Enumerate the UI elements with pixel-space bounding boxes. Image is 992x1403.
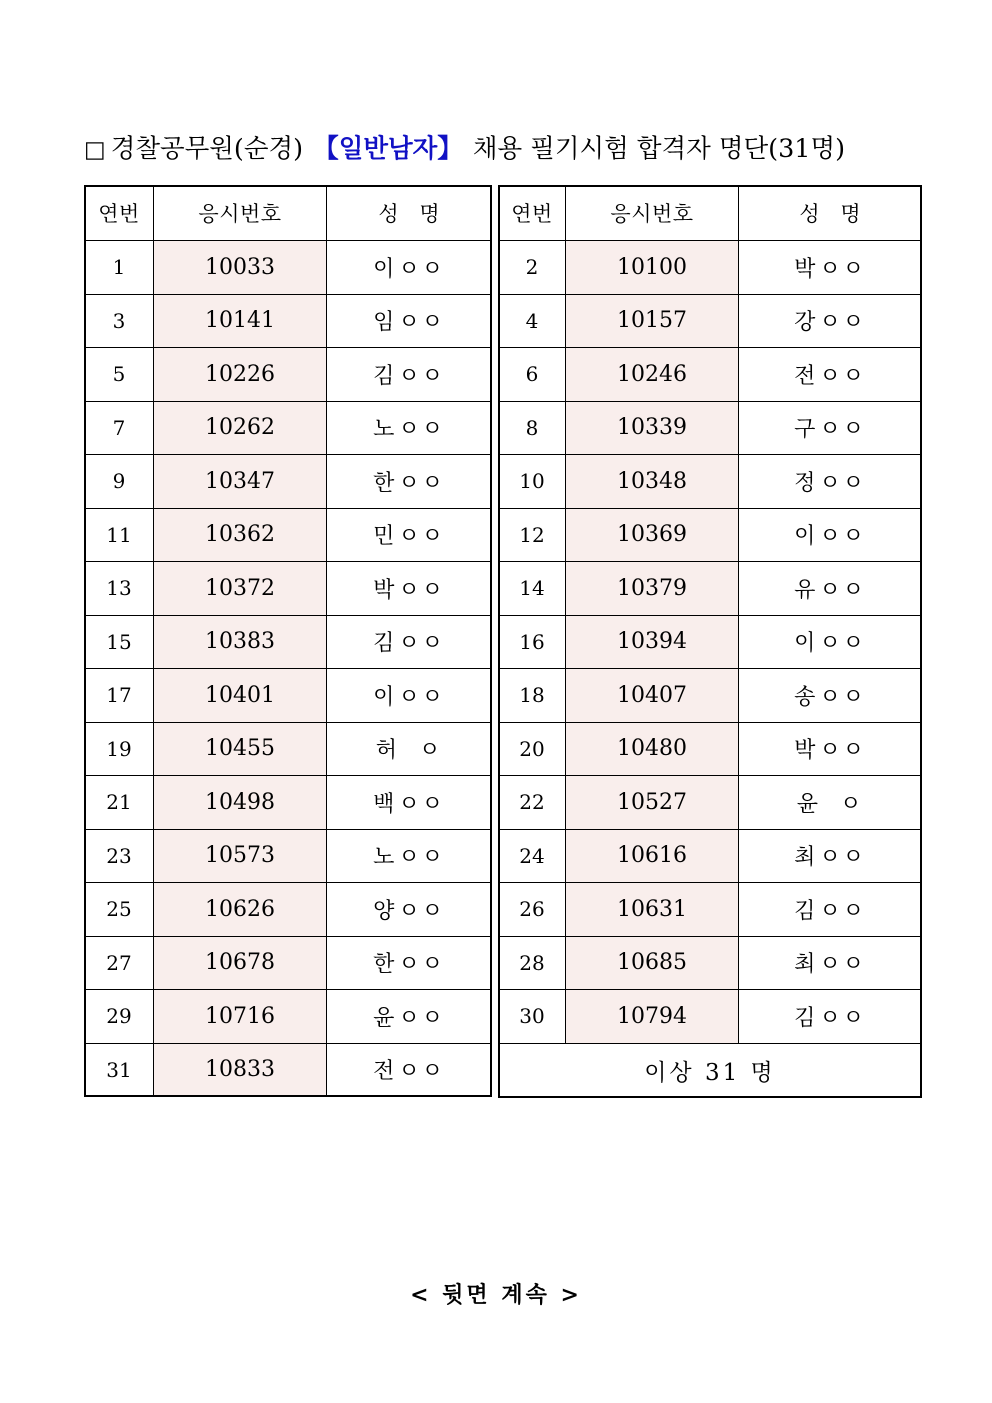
table-row bbox=[499, 615, 922, 669]
table-body-right bbox=[499, 241, 922, 1098]
cell-seq: 11 bbox=[85, 508, 154, 562]
cell-exam-no: 10685 bbox=[566, 936, 739, 990]
cell-name bbox=[739, 883, 922, 937]
cell-seq: 1 bbox=[85, 241, 154, 295]
cell-seq: 24 bbox=[499, 829, 566, 883]
name-surname: 김 bbox=[373, 363, 396, 389]
name-masked: ㅇㅇ bbox=[398, 524, 445, 550]
cell-exam-no: 10100 bbox=[566, 241, 739, 295]
cell-name bbox=[739, 348, 922, 402]
cell-name bbox=[327, 1043, 492, 1097]
column-header-seq: 연번 bbox=[499, 186, 566, 241]
cell-exam-no: 10794 bbox=[566, 990, 739, 1044]
column-header-name: 성 명 bbox=[739, 186, 922, 241]
name-masked: ㅇ bbox=[840, 791, 864, 817]
cell-exam-no: 10372 bbox=[154, 562, 327, 616]
cell-exam-no: 10631 bbox=[566, 883, 739, 937]
name-masked: ㅇㅇ bbox=[398, 631, 445, 657]
cell-seq: 25 bbox=[85, 883, 154, 937]
table-head-left bbox=[85, 186, 492, 241]
name-surname: 송 bbox=[794, 684, 817, 710]
cell-exam-no: 10246 bbox=[566, 348, 739, 402]
cell-name bbox=[739, 776, 922, 830]
cell-seq: 29 bbox=[85, 990, 154, 1044]
cell-seq: 8 bbox=[499, 401, 566, 455]
name-surname: 이 bbox=[794, 631, 817, 657]
table-row bbox=[499, 348, 922, 402]
cell-name bbox=[739, 936, 922, 990]
table-row bbox=[85, 669, 492, 723]
column-header-exam-no: 응시번호 bbox=[154, 186, 327, 241]
cell-name bbox=[327, 562, 492, 616]
cell-name bbox=[327, 722, 492, 776]
cell-seq: 7 bbox=[85, 401, 154, 455]
cell-exam-no: 10527 bbox=[566, 776, 739, 830]
cell-seq: 23 bbox=[85, 829, 154, 883]
table-row bbox=[85, 990, 492, 1044]
column-header-seq: 연번 bbox=[85, 186, 154, 241]
table-row bbox=[85, 401, 492, 455]
name-masked: ㅇㅇ bbox=[398, 684, 445, 710]
name-masked: ㅇㅇ bbox=[819, 417, 866, 443]
cell-exam-no: 10833 bbox=[154, 1043, 327, 1097]
cell-exam-no: 10616 bbox=[566, 829, 739, 883]
cell-seq: 20 bbox=[499, 722, 566, 776]
header-row bbox=[85, 186, 492, 241]
cell-exam-no: 10394 bbox=[566, 615, 739, 669]
cell-exam-no: 10369 bbox=[566, 508, 739, 562]
cell-seq: 17 bbox=[85, 669, 154, 723]
name-masked: ㅇㅇ bbox=[398, 577, 445, 603]
cell-name bbox=[327, 241, 492, 295]
cell-name bbox=[327, 615, 492, 669]
cell-seq: 22 bbox=[499, 776, 566, 830]
table-row bbox=[85, 1043, 492, 1097]
name-surname: 전 bbox=[373, 1059, 396, 1085]
title-text-before: 경찰공무원(순경) bbox=[110, 134, 304, 164]
cell-seq: 31 bbox=[85, 1043, 154, 1097]
cell-name bbox=[327, 401, 492, 455]
name-surname: 박 bbox=[373, 577, 396, 603]
cell-seq: 2 bbox=[499, 241, 566, 295]
cell-name bbox=[327, 883, 492, 937]
cell-seq: 4 bbox=[499, 294, 566, 348]
name-surname: 윤 bbox=[796, 791, 819, 817]
name-surname: 김 bbox=[794, 898, 817, 924]
pass-list-table-right bbox=[498, 185, 922, 1098]
name-masked: ㅇㅇ bbox=[398, 845, 445, 871]
cell-name bbox=[739, 990, 922, 1044]
title-bullet-icon: □ bbox=[84, 137, 106, 163]
table-row bbox=[499, 936, 922, 990]
table-row bbox=[499, 508, 922, 562]
cell-seq: 14 bbox=[499, 562, 566, 616]
header-row bbox=[499, 186, 922, 241]
table-row bbox=[499, 669, 922, 723]
name-masked: ㅇㅇ bbox=[819, 1005, 866, 1031]
cell-exam-no: 10678 bbox=[154, 936, 327, 990]
name-surname: 임 bbox=[373, 310, 396, 336]
cell-exam-no: 10362 bbox=[154, 508, 327, 562]
name-masked: ㅇㅇ bbox=[819, 845, 866, 871]
cell-name bbox=[739, 615, 922, 669]
name-masked: ㅇㅇ bbox=[819, 363, 866, 389]
name-surname: 한 bbox=[373, 470, 396, 496]
cell-name bbox=[327, 936, 492, 990]
name-surname: 김 bbox=[373, 631, 396, 657]
name-surname: 한 bbox=[373, 952, 396, 978]
cell-seq: 27 bbox=[85, 936, 154, 990]
cell-name bbox=[739, 401, 922, 455]
table-head-right bbox=[499, 186, 922, 241]
cell-seq: 26 bbox=[499, 883, 566, 937]
cell-exam-no: 10401 bbox=[154, 669, 327, 723]
table-row bbox=[85, 241, 492, 295]
cell-seq: 21 bbox=[85, 776, 154, 830]
name-masked: ㅇㅇ bbox=[819, 952, 866, 978]
total-row bbox=[499, 1043, 922, 1098]
cell-exam-no: 10716 bbox=[154, 990, 327, 1044]
name-surname: 유 bbox=[794, 577, 817, 603]
cell-seq: 16 bbox=[499, 615, 566, 669]
name-surname: 이 bbox=[373, 256, 396, 282]
cell-name bbox=[327, 455, 492, 509]
cell-name bbox=[739, 241, 922, 295]
table-row bbox=[499, 401, 922, 455]
table-row bbox=[499, 455, 922, 509]
name-masked: ㅇ bbox=[419, 738, 443, 764]
name-masked: ㅇㅇ bbox=[819, 256, 866, 282]
table-row bbox=[499, 883, 922, 937]
cell-name bbox=[739, 722, 922, 776]
name-surname: 전 bbox=[794, 363, 817, 389]
name-masked: ㅇㅇ bbox=[398, 952, 445, 978]
cell-name bbox=[327, 990, 492, 1044]
table-row bbox=[85, 722, 492, 776]
name-masked: ㅇㅇ bbox=[398, 1059, 445, 1085]
cell-exam-no: 10262 bbox=[154, 401, 327, 455]
cell-exam-no: 10383 bbox=[154, 615, 327, 669]
table-row bbox=[499, 722, 922, 776]
name-surname: 정 bbox=[794, 470, 817, 496]
cell-exam-no: 10033 bbox=[154, 241, 327, 295]
cell-exam-no: 10480 bbox=[566, 722, 739, 776]
column-header-exam-no: 응시번호 bbox=[566, 186, 739, 241]
cell-exam-no: 10157 bbox=[566, 294, 739, 348]
table-row bbox=[85, 936, 492, 990]
cell-name bbox=[327, 776, 492, 830]
table-row bbox=[85, 348, 492, 402]
name-masked: ㅇㅇ bbox=[819, 684, 866, 710]
table-row bbox=[499, 294, 922, 348]
continuation-note: < 뒷면 계속 > bbox=[410, 1282, 582, 1308]
table-row bbox=[85, 508, 492, 562]
cell-exam-no: 10626 bbox=[154, 883, 327, 937]
name-surname: 이 bbox=[373, 684, 396, 710]
table-row bbox=[85, 829, 492, 883]
total-count-label: 이상 31 명 bbox=[499, 1043, 922, 1098]
table-row bbox=[499, 562, 922, 616]
cell-seq: 12 bbox=[499, 508, 566, 562]
name-surname: 윤 bbox=[373, 1005, 396, 1031]
cell-exam-no: 10407 bbox=[566, 669, 739, 723]
cell-seq: 15 bbox=[85, 615, 154, 669]
cell-name bbox=[739, 508, 922, 562]
name-surname: 허 bbox=[375, 738, 398, 764]
name-masked: ㅇㅇ bbox=[819, 577, 866, 603]
cell-exam-no: 10348 bbox=[566, 455, 739, 509]
cell-name bbox=[327, 294, 492, 348]
table-row bbox=[499, 829, 922, 883]
name-masked: ㅇㅇ bbox=[398, 363, 445, 389]
cell-name bbox=[739, 294, 922, 348]
name-surname: 백 bbox=[373, 791, 396, 817]
cell-seq: 6 bbox=[499, 348, 566, 402]
cell-name bbox=[327, 829, 492, 883]
cell-name bbox=[739, 669, 922, 723]
cell-seq: 3 bbox=[85, 294, 154, 348]
cell-name bbox=[739, 562, 922, 616]
cell-name bbox=[327, 508, 492, 562]
cell-seq: 18 bbox=[499, 669, 566, 723]
cell-exam-no: 10498 bbox=[154, 776, 327, 830]
table-row bbox=[85, 562, 492, 616]
cell-exam-no: 10141 bbox=[154, 294, 327, 348]
name-surname: 민 bbox=[373, 524, 396, 550]
name-surname: 노 bbox=[373, 845, 396, 871]
name-masked: ㅇㅇ bbox=[819, 738, 866, 764]
cell-exam-no: 10226 bbox=[154, 348, 327, 402]
cell-name bbox=[327, 669, 492, 723]
name-masked: ㅇㅇ bbox=[819, 524, 866, 550]
table-row bbox=[499, 776, 922, 830]
table-body-left bbox=[85, 241, 492, 1097]
cell-name bbox=[739, 455, 922, 509]
pass-list-table-left bbox=[84, 185, 492, 1097]
cell-exam-no: 10339 bbox=[566, 401, 739, 455]
cell-seq: 30 bbox=[499, 990, 566, 1044]
name-masked: ㅇㅇ bbox=[819, 631, 866, 657]
name-masked: ㅇㅇ bbox=[398, 791, 445, 817]
name-surname: 강 bbox=[794, 310, 817, 336]
table-row bbox=[85, 294, 492, 348]
cell-name bbox=[739, 829, 922, 883]
name-masked: ㅇㅇ bbox=[819, 310, 866, 336]
name-surname: 양 bbox=[373, 898, 396, 924]
name-masked: ㅇㅇ bbox=[819, 898, 866, 924]
name-masked: ㅇㅇ bbox=[398, 417, 445, 443]
table-row bbox=[85, 776, 492, 830]
column-header-name: 성 명 bbox=[327, 186, 492, 241]
name-surname: 김 bbox=[794, 1005, 817, 1031]
name-masked: ㅇㅇ bbox=[398, 256, 445, 282]
name-masked: ㅇㅇ bbox=[819, 470, 866, 496]
cell-seq: 9 bbox=[85, 455, 154, 509]
cell-exam-no: 10379 bbox=[566, 562, 739, 616]
name-surname: 박 bbox=[794, 256, 817, 282]
name-masked: ㅇㅇ bbox=[398, 1005, 445, 1031]
name-masked: ㅇㅇ bbox=[398, 470, 445, 496]
name-masked: ㅇㅇ bbox=[398, 310, 445, 336]
name-surname: 노 bbox=[373, 417, 396, 443]
cell-seq: 13 bbox=[85, 562, 154, 616]
title-text-after: 채용 필기시험 합격자 명단(31명) bbox=[472, 134, 846, 164]
name-surname: 박 bbox=[794, 738, 817, 764]
cell-exam-no: 10455 bbox=[154, 722, 327, 776]
table-row bbox=[85, 615, 492, 669]
cell-exam-no: 10573 bbox=[154, 829, 327, 883]
name-surname: 최 bbox=[794, 952, 817, 978]
title-highlight: 【일반남자】 bbox=[313, 134, 463, 164]
cell-name bbox=[327, 348, 492, 402]
cell-seq: 28 bbox=[499, 936, 566, 990]
table-row bbox=[499, 241, 922, 295]
table-row bbox=[85, 455, 492, 509]
page-title bbox=[84, 132, 934, 167]
cell-seq: 10 bbox=[499, 455, 566, 509]
name-masked: ㅇㅇ bbox=[398, 898, 445, 924]
name-surname: 최 bbox=[794, 845, 817, 871]
table-row bbox=[85, 883, 492, 937]
table-row bbox=[499, 990, 922, 1044]
name-surname: 이 bbox=[794, 524, 817, 550]
cell-exam-no: 10347 bbox=[154, 455, 327, 509]
cell-seq: 5 bbox=[85, 348, 154, 402]
cell-seq: 19 bbox=[85, 722, 154, 776]
name-surname: 구 bbox=[794, 417, 817, 443]
